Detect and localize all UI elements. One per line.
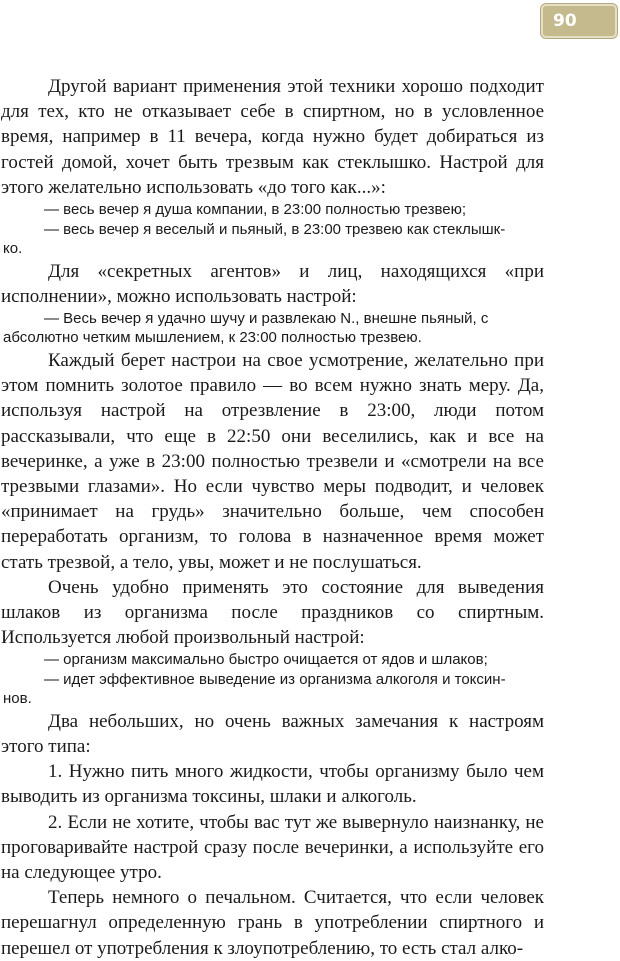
affirmation-line-continued: нов. <box>3 690 32 708</box>
paragraph: Два небольших, но очень важных замечания к настроям этого типа: <box>1 710 544 758</box>
affirmation-line: — весь вечер я душа компании, в 23:00 полностью трезвею; <box>44 201 467 219</box>
affirmation-line: — организм максимально быстро очищается от ядов и шлаков; <box>44 651 488 669</box>
paragraph: 1. Нужно пить много жидкости, чтобы организму было чем выводить из организма токсины, шлаки и алкоголь. <box>1 761 544 808</box>
paragraph: 2. Если не хотите, чтобы вас тут же вывернуло наизнанку, не проговаривайте настрой сразу после вечеринки, а используйте его на следующее утро. <box>1 811 544 884</box>
paragraph: Очень удобно применять это состояние для выведения шлаков из организма после праздников со спиртным. Используется любой произвольный настрой: <box>1 576 544 649</box>
paragraph: Каждый берет настрои на свое усмотрение, желательно при этом помнить золотое правило — во всем нужно знать меру. Да, используя настрой на отрезвление в 23:00, люди потом рассказывали, что еще в 22:50 они веселились, как и все на вечеринке, а уже в 23:00 полностью трезвели и «смотрели на все трезвыми глазами». Но если чувство меры подводит, и человек «принимает на грудь» значительно больше, чем способен переработать организм, то голова в назначенное время может стать трезвой, а тело, увы, может и не послушаться. <box>1 349 544 573</box>
affirmation-line: — Весь вечер я удачно шучу и развлекаю N., внешне пьяный, с <box>44 309 489 327</box>
paragraph: Теперь немного о печальном. Считается, что если человек перешагнул определенную грань в употреблении спиртного и перешел от употребления к злоупотреблению, то есть стал алко- <box>1 887 544 959</box>
affirmation-line: — весь вечер я веселый и пьяный, в 23:00 трезвею как стеклышк- <box>44 220 506 238</box>
affirmation-line: — идет эффективное выведение из организма алкоголя и токсин- <box>44 670 506 688</box>
paragraph: Для «секретных агентов» и лиц, находящихся «при исполнении», можно использовать настрой: <box>1 260 544 307</box>
affirmation-line-continued: абсолютно четким мышлением, к 23:00 полностью трезвею. <box>3 329 422 347</box>
page-body <box>0 74 620 961</box>
affirmation-line-continued: ко. <box>3 240 23 258</box>
paragraph: Другой вариант применения этой техники хорошо подходит для тех, кто не отказывает себе в спиртном, но в условленное время, например в 11 вечера, когда нужно будет добираться из гостей домой, хочет быть трезвым как стеклышко. Настрой для этого желательно использовать «до того как...»: <box>1 76 544 198</box>
page-number: 90 <box>541 4 617 38</box>
